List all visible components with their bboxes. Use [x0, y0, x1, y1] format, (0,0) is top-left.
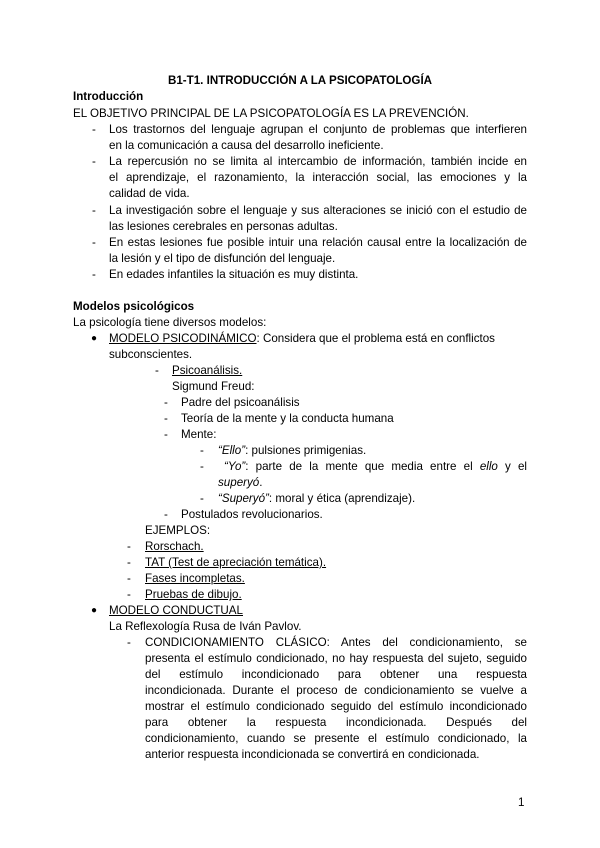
dash-marker: -: [164, 412, 168, 425]
dash-marker: -: [200, 460, 204, 473]
dash-marker: -: [127, 588, 131, 601]
ejemplo-1: Rorschach.: [145, 540, 204, 553]
clasico-line-3: del estímulo incondicionado para obtener una respuesta: [145, 668, 527, 681]
psico-model-desc: : Considera que el problema está en conflictos: [256, 332, 495, 345]
freud-item-1: Padre del psicoanálisis: [181, 396, 300, 409]
dash-marker: -: [92, 123, 96, 136]
intro-bullet-1-line-2: en la comunicación a causa del desarrollo ineficiente.: [109, 139, 384, 152]
clasico-line-7: condicionamiento, cuando se presente el estímulo condicionado, la: [145, 732, 527, 745]
dash-marker: -: [92, 155, 96, 168]
yo-term: “Yo”: [224, 460, 246, 473]
clasico-line-4: incondicionada. Durante el proceso de condicionamiento se vuelve a: [145, 684, 527, 697]
dash-marker: -: [155, 364, 159, 377]
superyo-term: “Superyó”: [218, 492, 269, 505]
dash-marker: -: [92, 204, 96, 217]
intro-bullet-4-line-2: la lesión y el tipo de disfunción del lenguaje.: [109, 252, 336, 265]
yo-desc: : parte de la mente que media entre el: [245, 460, 480, 473]
dash-marker: -: [164, 508, 168, 521]
psico-model-name: MODELO PSICODINÁMICO: [109, 332, 257, 345]
models-lead: La psicología tiene diversos modelos:: [73, 316, 267, 329]
dash-marker: -: [200, 492, 204, 505]
ejemplo-3: Fases incompletas.: [145, 572, 245, 585]
mind-superyo: [218, 491, 415, 507]
ello-term: “Ello”: [218, 444, 246, 457]
intro-bullet-4-line-1: En estas lesiones fue posible intuir una relación causal entre la localización de: [109, 236, 527, 249]
intro-bullet-1-line-1: Los trastornos del lenguaje agrupan el conjunto de problemas que interfieren: [109, 123, 527, 136]
intro-bullet-5-line-1: En edades infantiles la situación es muy distinta.: [109, 268, 359, 281]
dash-marker: -: [127, 572, 131, 585]
page-number: 1: [518, 796, 525, 809]
dash-marker: -: [127, 556, 131, 569]
intro-bullet-2-line-1: La repercusión no se limita al intercambio de información, también incide en: [109, 155, 527, 168]
freud-label: Sigmund Freud:: [172, 380, 255, 393]
document-title: B1-T1. INTRODUCCIÓN A LA PSICOPATOLOGÍA: [167, 74, 433, 87]
intro-objective: EL OBJETIVO PRINCIPAL DE LA PSICOPATOLOGÍA ES LA PREVENCIÓN.: [73, 107, 469, 120]
freud-item-3: Mente:: [181, 428, 217, 441]
superyo-desc: : moral y ética (aprendizaje).: [268, 492, 416, 505]
dash-marker: -: [92, 268, 96, 281]
conductual-model-name: MODELO CONDUCTUAL: [109, 604, 243, 617]
intro-bullet-3-line-2: las lesiones cerebrales en personas adultas.: [109, 220, 338, 233]
intro-bullet-2-line-2: el aprendizaje, el razonamiento, la interacción social, las emociones y la: [109, 171, 527, 184]
intro-heading: Introducción: [73, 90, 144, 103]
psico-model-line-1: [109, 331, 495, 347]
pavlov-line: La Reflexología Rusa de Iván Pavlov.: [109, 620, 302, 633]
dash-marker: -: [164, 396, 168, 409]
postulados: Postulados revolucionarios.: [181, 508, 323, 521]
psico-model-line-2: subconscientes.: [109, 348, 193, 361]
dash-marker: -: [200, 444, 204, 457]
clasico-line-1: CONDICIONAMIENTO CLÁSICO: Antes del condicionamiento, se: [145, 636, 527, 649]
yo-dot: .: [259, 476, 263, 489]
freud-item-2: Teoría de la mente y la conducta humana: [181, 412, 394, 425]
clasico-line-5: mostrar el estímulo condicionado seguido del estímulo incondicionado: [145, 700, 527, 713]
clasico-line-2: presenta el estímulo condicionado, no hay respuesta del sujeto, seguido: [145, 652, 527, 665]
mind-ello: [218, 443, 366, 459]
dash-marker: -: [164, 428, 168, 441]
yo-ello: ello: [479, 460, 498, 473]
clasico-line-8: anterior respuesta incondicionada se convertirá en condicionada.: [145, 748, 480, 761]
ejemplo-4: Pruebas de dibujo.: [145, 588, 242, 601]
dash-marker: -: [127, 636, 131, 649]
mind-yo-line-1: [224, 459, 527, 475]
intro-bullet-2-line-3: calidad de vida.: [109, 187, 190, 200]
intro-bullet-3-line-1: La investigación sobre el lenguaje y sus alteraciones se inició con el estudio de: [109, 204, 527, 217]
psicoanalisis-label: Psicoanálisis.: [172, 364, 243, 377]
bullet-marker: ●: [91, 333, 98, 344]
ello-desc: : pulsiones primigenias.: [245, 444, 367, 457]
dash-marker: -: [127, 540, 131, 553]
yo-superyo: superyó: [218, 476, 260, 489]
models-heading: Modelos psicológicos: [73, 300, 195, 313]
dash-marker: -: [92, 236, 96, 249]
yo-y: y el: [497, 460, 528, 473]
mind-yo-line-2: [218, 475, 262, 491]
clasico-line-6: para obtener la respuesta incondicionada. Después del: [145, 716, 527, 729]
ejemplos-label: EJEMPLOS:: [145, 524, 211, 537]
ejemplo-2: TAT (Test de apreciación temática).: [145, 556, 327, 569]
bullet-marker: ●: [91, 605, 98, 616]
